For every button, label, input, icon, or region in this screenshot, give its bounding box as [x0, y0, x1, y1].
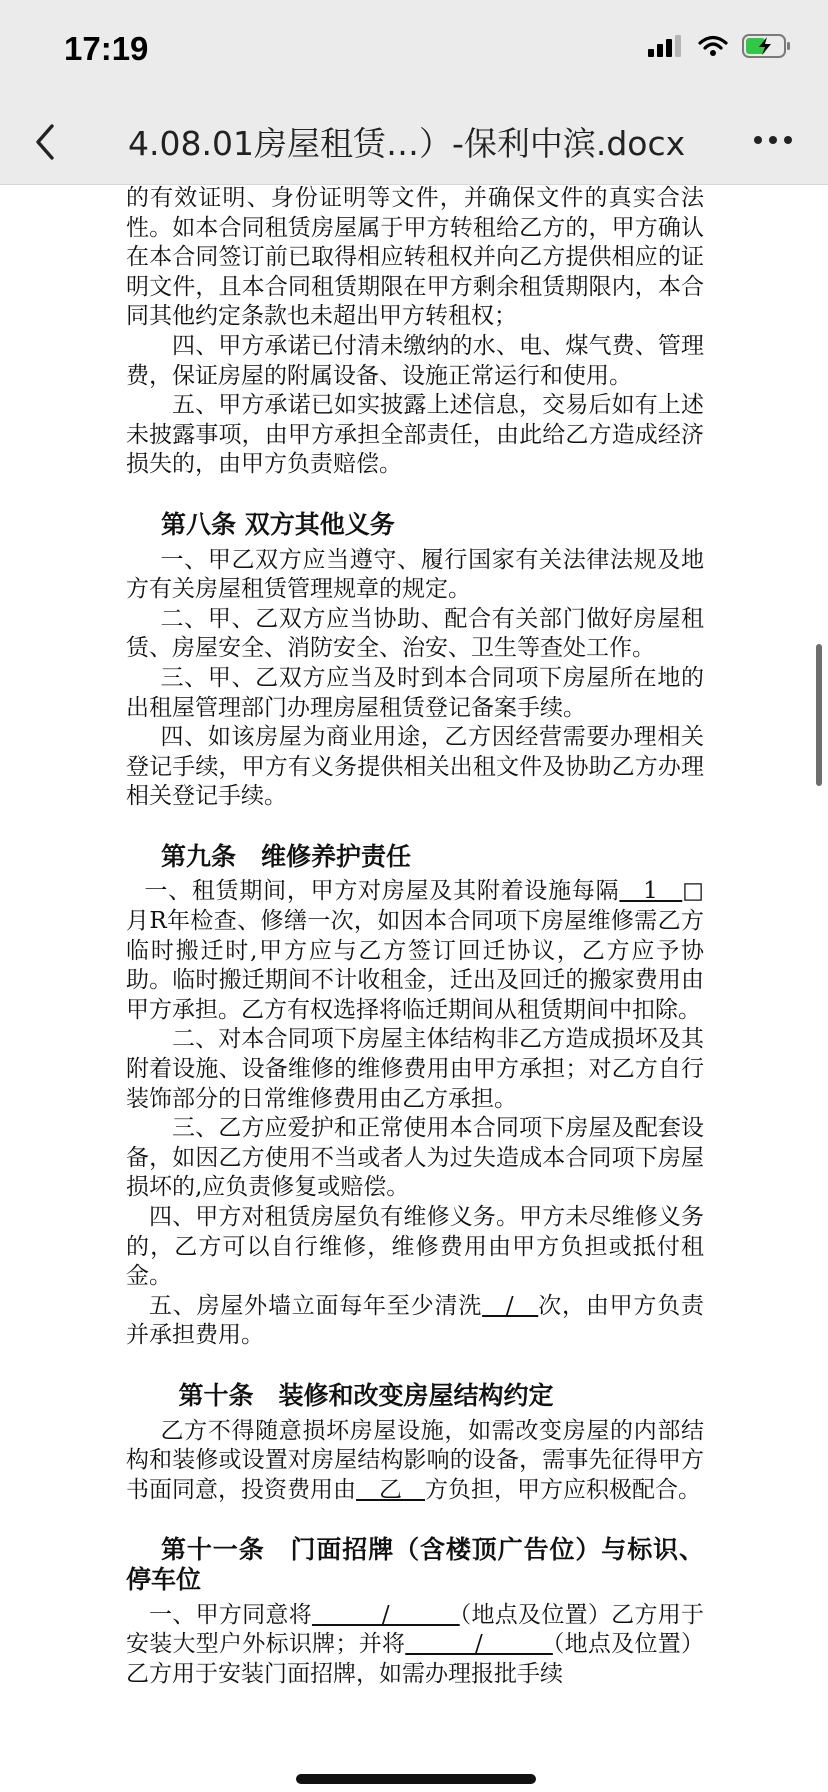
clause-text: 方负担，甲方应积极配合。 [425, 1476, 701, 1503]
paragraph: 四、如该房屋为商业用途，乙方因经营需要办理相关登记手续，甲方有义务提供相关出租文件及协助乙方办理相关登记手续。 [126, 724, 704, 810]
clause-text: 次，由甲方负责并承担费用。 [126, 1292, 704, 1349]
paragraph: 三、甲、乙双方应当及时到本合同项下房屋所在地的出租屋管理部门办理房屋租赁登记备案手续。 [126, 664, 704, 721]
paragraph: 四、甲方对租赁房屋负有维修义务。甲方未尽维修义务的，乙方可以自行维修，维修费用由甲方负担或抵付租金。 [126, 1204, 704, 1290]
document-title: 4.08.01房屋租赁…）-保利中滨.docx [128, 124, 686, 163]
status-time: 17:19 [64, 30, 149, 67]
more-options-icon[interactable] [754, 136, 792, 144]
clause-text: 一、甲方同意将 [149, 1601, 312, 1628]
status-bar [0, 0, 828, 100]
battery-charging-icon [742, 34, 792, 58]
fill-in-blank: / [482, 1292, 539, 1319]
article-heading: 第十一条 门面招牌（含楼顶广告位）与标识、停车位 [126, 1535, 704, 1594]
clause-text: □月R年检查、修缮一次，如因本合同项下房屋维修需乙方临时搬迁时,甲方应与乙方签订回迁协议，乙方应予协助。临时搬迁期间不计收租金，迁出及回迁的搬家费用由甲方承担。乙方有权选择将临迁期间从租赁期间中扣除。 [126, 878, 704, 1023]
paragraph [126, 1601, 704, 1690]
scrollbar[interactable] [816, 644, 822, 786]
article-heading: 第九条 维修养护责任 [161, 841, 412, 871]
clause-text: （地点及位置）乙方用于安装大型户外标识牌；并将 [126, 1601, 704, 1658]
fill-in-blank: 1 [619, 878, 683, 905]
paragraph: 四、甲方承诺已付清未缴纳的水、电、煤气费、管理费，保证房屋的附属设备、设施正常运行和使用。 [126, 332, 704, 389]
paragraph: 二、对本合同项下房屋主体结构非乙方造成损坏及其附着设施、设备维修的维修费用由甲方承担；对乙方自行装饰部分的日常维修费用由乙方承担。 [126, 1026, 704, 1112]
paragraph [126, 877, 704, 1025]
clause-text: （地点及位置）乙方用于安装门面招牌，如需办理报批手续 [126, 1631, 704, 1687]
paragraph [126, 1292, 704, 1351]
clause-text: 五、房屋外墙立面每年至少清洗 [149, 1292, 483, 1319]
fill-in-blank: / [311, 1601, 460, 1628]
cellular-signal-icon [648, 35, 684, 57]
paragraph: 二、甲、乙双方应当协助、配合有关部门做好房屋租赁、房屋安全、消防安全、治安、卫生等查处工作。 [126, 605, 704, 662]
fill-in-blank: 乙 [356, 1476, 425, 1503]
status-icons [648, 34, 792, 58]
paragraph [126, 1417, 704, 1506]
navigation-bar [0, 100, 828, 185]
clause-text: 一、租赁期间，甲方对房屋及其附着设施每隔 [144, 878, 620, 905]
article-heading: 第十条 装修和改变房屋结构约定 [178, 1380, 554, 1410]
paragraph: 五、甲方承诺已如实披露上述信息，交易后如有上述未披露事项，由甲方承担全部责任，由此给乙方造成经济损失的，由甲方负责赔偿。 [126, 392, 704, 478]
article-heading: 第八条 双方其他义务 [161, 509, 395, 539]
paragraph: 三、乙方应爱护和正常使用本合同项下房屋及配套设备，如因乙方使用不当或者人为过失造成本合同项下房屋损坏的,应负责修复或赔偿。 [126, 1115, 704, 1201]
document-content[interactable] [126, 184, 704, 1792]
home-indicator[interactable] [296, 1774, 536, 1784]
fill-in-blank: / [405, 1631, 553, 1658]
wifi-icon [698, 35, 728, 57]
clause-text: 乙方不得随意损坏房屋设施，如需改变房屋的内部结构和装修或设置对房屋结构影响的设备，需事先征得甲方书面同意，投资费用由 [126, 1417, 704, 1503]
paragraph: 的有效证明、身份证明等文件，并确保文件的真实合法性。如本合同租赁房屋属于甲方转租给乙方的，甲方确认在本合同签订前已取得相应转租权并向乙方提供相应的证明文件，且本合同租赁期限在甲方剩余租赁期限内，本合同其他约定条款也未超出甲方转租权； [126, 185, 704, 330]
paragraph: 一、甲乙双方应当遵守、履行国家有关法律法规及地方有关房屋租赁管理规章的规定。 [126, 546, 704, 603]
back-chevron-icon[interactable] [28, 120, 68, 164]
